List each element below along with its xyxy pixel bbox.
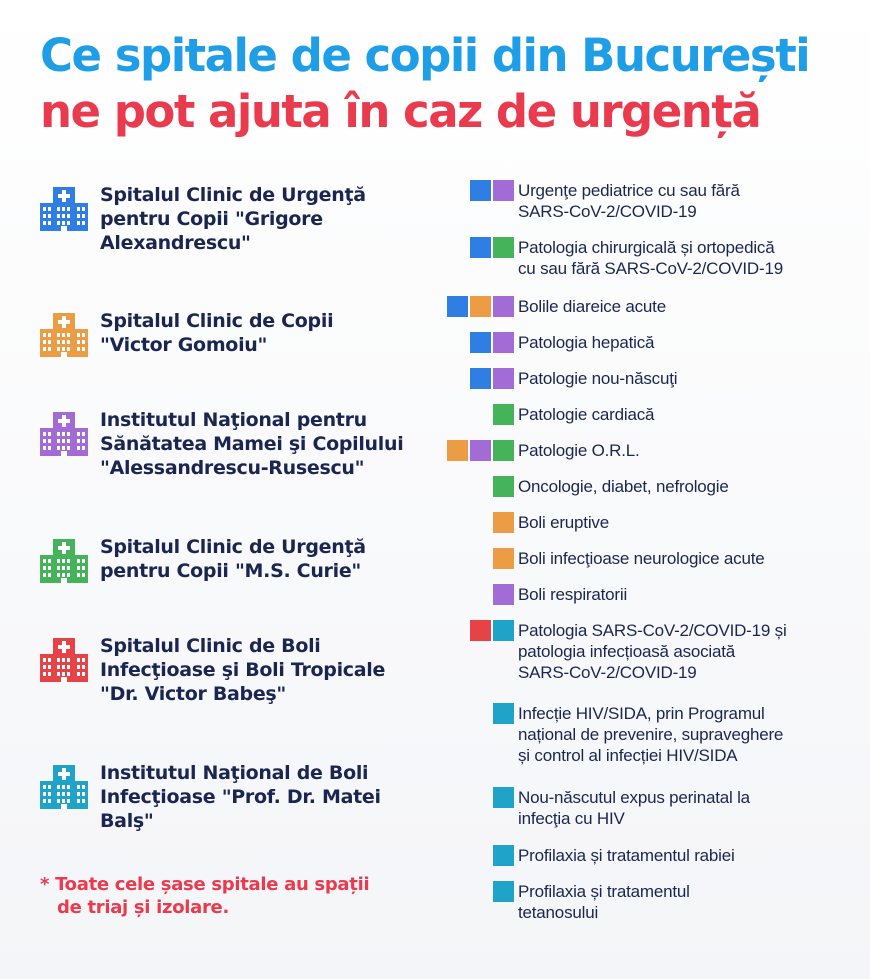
service-item (440, 332, 870, 353)
color-square (470, 296, 491, 317)
hospital-color-markers (440, 296, 514, 317)
service-label: Patologie O.R.L. (518, 441, 640, 460)
color-square (470, 368, 491, 389)
color-square (493, 180, 514, 201)
color-square (493, 296, 514, 317)
service-item (440, 296, 870, 317)
hospital-item (38, 309, 418, 359)
service-item (440, 881, 870, 923)
service-item (440, 620, 870, 683)
service-label: Patologie nou-născuţi (518, 369, 678, 388)
color-square (493, 332, 514, 353)
service-item (440, 180, 870, 222)
hospital-item (38, 183, 418, 255)
service-label: Urgenţe pediatrice cu sau fără SARS-CoV-2/COVID-19 (518, 181, 740, 221)
service-label: Profilaxia și tratamentul tetanosului (518, 882, 690, 922)
footnote-line-1: * Toate cele șase spitale au spații (40, 874, 370, 895)
color-square (470, 237, 491, 258)
color-square (493, 787, 514, 808)
color-square (470, 332, 491, 353)
color-square (493, 512, 514, 533)
hospital-name: Spitalul Clinic de Copii "Victor Gomoiu" (100, 310, 334, 356)
service-label: Patologia SARS-CoV-2/COVID-19 și patologia infecțioasă asociată SARS-CoV-2/COVID-19 (518, 621, 787, 682)
title-line-1: Ce spitale de copii din București (40, 29, 810, 82)
color-square (493, 881, 514, 902)
service-item (440, 476, 870, 497)
hospital-item (38, 761, 418, 833)
service-label: Bolile diareice acute (518, 297, 666, 316)
hospital-item (38, 408, 418, 480)
service-item (440, 440, 870, 461)
service-label: Oncologie, diabet, nefrologie (518, 477, 729, 496)
hospital-item (38, 535, 418, 585)
service-label: Boli respiratorii (518, 585, 628, 604)
color-square (470, 440, 491, 461)
hospital-color-markers (440, 845, 514, 866)
hospital-color-markers (440, 440, 514, 461)
hospital-name: Spitalul Clinic de Boli Infecţioase şi Boli Tropicale "Dr. Victor Babeş" (100, 635, 386, 705)
color-square (493, 548, 514, 569)
hospital-color-markers (440, 237, 514, 258)
hospital-name: Spitalul Clinic de Urgenţă pentru Copii "Grigore Alexandrescu" (100, 184, 366, 254)
hospital-icon (38, 632, 90, 684)
hospital-color-markers (440, 703, 514, 724)
service-item (440, 703, 870, 766)
service-label: Nou-născutul expus perinatal la infecţia cu HIV (518, 788, 750, 828)
color-square (493, 404, 514, 425)
title-line-2: ne pot ajuta în caz de urgență (40, 85, 761, 138)
service-item (440, 787, 870, 829)
color-square (493, 620, 514, 641)
hospital-color-markers (440, 881, 514, 902)
hospital-color-markers (440, 180, 514, 201)
service-item (440, 404, 870, 425)
color-square (493, 368, 514, 389)
color-square (493, 237, 514, 258)
hospital-name: Institutul Naţional pentru Sănătatea Mamei şi Copilului "Alessandrescu-Rusescu" (100, 409, 404, 479)
hospital-icon (38, 181, 90, 233)
hospital-color-markers (440, 512, 514, 533)
color-square (493, 476, 514, 497)
hospital-icon (38, 406, 90, 458)
color-square (447, 440, 468, 461)
color-square (470, 180, 491, 201)
service-item (440, 548, 870, 569)
hospital-color-markers (440, 476, 514, 497)
color-square (493, 440, 514, 461)
hospital-item (38, 634, 418, 706)
hospital-icon (38, 759, 90, 811)
service-label: Boli infecţioase neurologice acute (518, 549, 765, 568)
service-item (440, 845, 870, 866)
service-item (440, 368, 870, 389)
color-square (493, 703, 514, 724)
service-label: Boli eruptive (518, 513, 609, 532)
hospital-color-markers (440, 584, 514, 605)
hospital-color-markers (440, 620, 514, 641)
hospital-color-markers (440, 548, 514, 569)
hospital-icon (38, 533, 90, 585)
color-square (447, 296, 468, 317)
page-title (40, 28, 860, 140)
service-label: Profilaxia și tratamentul rabiei (518, 846, 735, 865)
service-label: Patologia hepatică (518, 333, 655, 352)
hospital-icon (38, 307, 90, 359)
color-square (470, 620, 491, 641)
hospital-color-markers (440, 787, 514, 808)
color-square (493, 845, 514, 866)
service-item (440, 512, 870, 533)
hospital-name: Spitalul Clinic de Urgenţă pentru Copii "M.S. Curie" (100, 536, 366, 582)
service-label: Infecție HIV/SIDA, prin Programul național de prevenire, supraveghere și control al infecției HIV/SIDA (518, 704, 784, 765)
hospital-color-markers (440, 332, 514, 353)
color-square (493, 584, 514, 605)
hospital-color-markers (440, 368, 514, 389)
hospital-name: Institutul Naţional de Boli Infecţioase "Prof. Dr. Matei Balş" (100, 762, 381, 832)
hospital-color-markers (440, 404, 514, 425)
footnote (40, 873, 420, 919)
service-label: Patologie cardiacă (518, 405, 655, 424)
footnote-line-2: de triaj și izolare. (57, 897, 229, 918)
service-item (440, 237, 870, 279)
service-label: Patologia chirurgicală și ortopedică cu sau fără SARS-CoV-2/COVID-19 (518, 238, 783, 278)
service-item (440, 584, 870, 605)
